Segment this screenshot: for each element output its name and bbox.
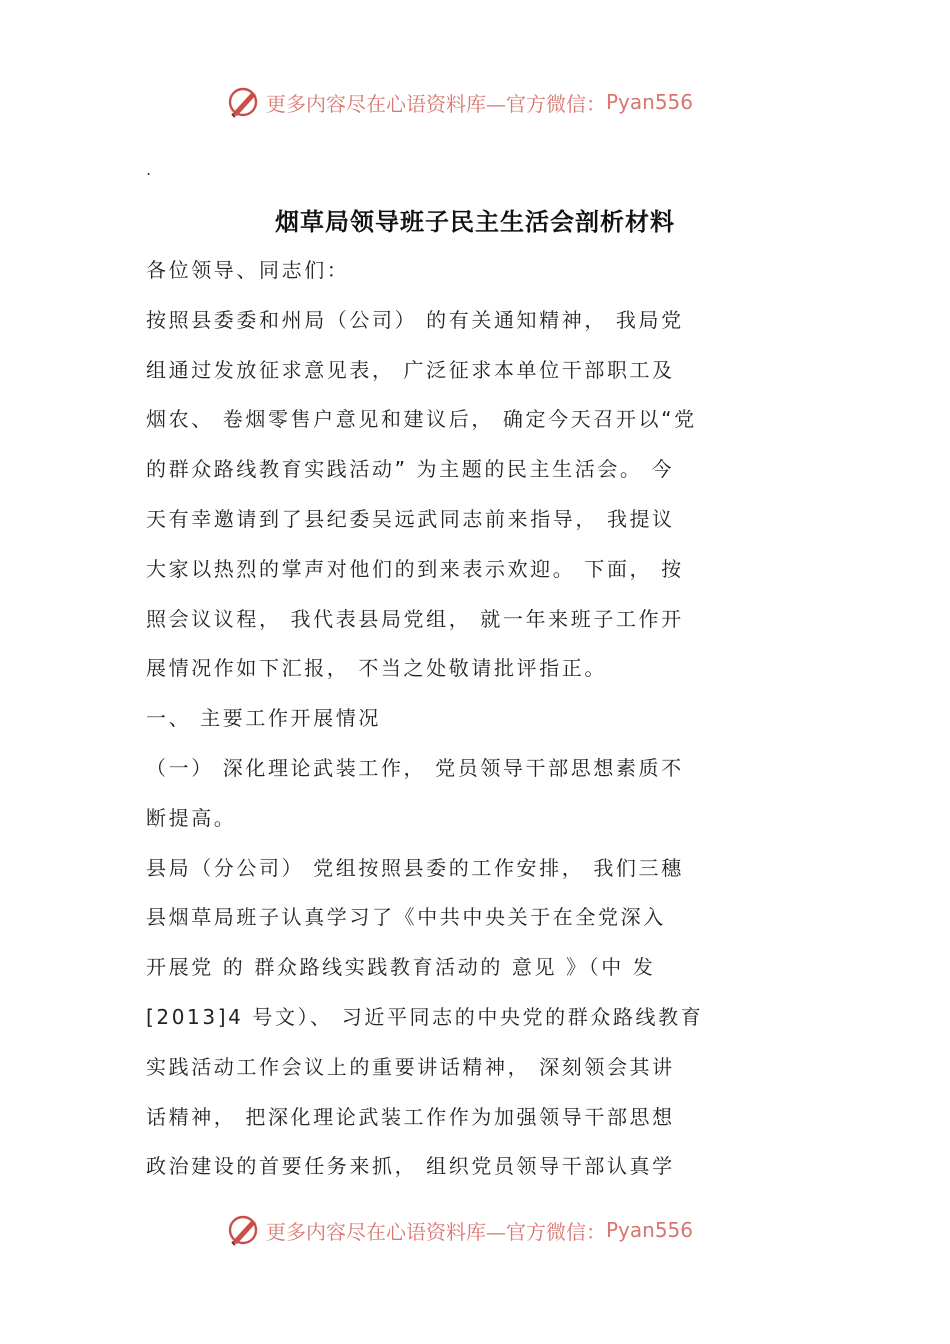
body-line: [2013]4 号文）、 习近平同志的中央党的群众路线教育 bbox=[146, 1004, 704, 1029]
watermark-text: 更多内容尽在心语资料库—官方微信： bbox=[266, 1219, 606, 1244]
document-title: 烟草局领导班子民主生活会剖析材料 bbox=[275, 207, 675, 236]
body-line: 组通过发放征求意见表， 广泛征求本单位干部职工及 bbox=[146, 357, 675, 382]
body-line: 大家以热烈的掌声对他们的到来表示欢迎。 下面， 按 bbox=[146, 556, 684, 581]
footer-watermark-banner bbox=[226, 1210, 693, 1250]
header-watermark-banner bbox=[226, 82, 693, 122]
body-line: 县局（分公司） 党组按照县委的工作安排， 我们三穗 bbox=[146, 855, 684, 880]
subsection-heading: （一） 深化理论武装工作， 党员领导干部思想素质不 bbox=[146, 755, 684, 780]
subsection-heading-cont: 断提高。 bbox=[146, 805, 237, 830]
document-body bbox=[146, 250, 726, 1196]
body-line: 政治建设的首要任务来抓， 组织党员领导干部认真学 bbox=[146, 1154, 675, 1179]
body-line: 实践活动工作会议上的重要讲话精神， 深刻领会其讲 bbox=[146, 1054, 675, 1079]
watermark-text: 更多内容尽在心语资料库—官方微信： bbox=[266, 91, 606, 116]
wechat-id: Pyan556 bbox=[606, 90, 694, 114]
body-line: 的群众路线教育实践活动” 为主题的民主生活会。 今 bbox=[146, 457, 675, 482]
section-heading: 一、 主要工作开展情况 bbox=[146, 706, 381, 731]
body-line: 照会议议程， 我代表县局党组， 就一年来班子工作开 bbox=[146, 606, 684, 631]
pen-circle-logo-icon bbox=[226, 84, 262, 120]
body-line: 话精神， 把深化理论武装工作作为加强领导干部思想 bbox=[146, 1104, 675, 1129]
body-line: 各位领导、同志们： bbox=[146, 258, 350, 282]
pen-circle-logo-icon bbox=[226, 1212, 262, 1248]
body-line: 按照县委委和州局（公司） 的有关通知精神， 我局党 bbox=[146, 307, 684, 332]
body-line: 展情况作如下汇报， 不当之处敬请批评指正。 bbox=[146, 656, 607, 681]
page-marker-dot: . bbox=[146, 160, 152, 179]
body-line: 县烟草局班子认真学习了《中共中央关于在全党深入 bbox=[146, 905, 666, 930]
body-line: 天有幸邀请到了县纪委吴远武同志前来指导， 我提议 bbox=[146, 506, 675, 531]
wechat-id: Pyan556 bbox=[606, 1218, 694, 1242]
body-line: 开展党 的 群众路线实践教育活动的 意见 》（中 发 bbox=[146, 955, 656, 980]
body-line: 烟农、 卷烟零售户意见和建议后， 确定今天召开以“党 bbox=[146, 407, 697, 432]
